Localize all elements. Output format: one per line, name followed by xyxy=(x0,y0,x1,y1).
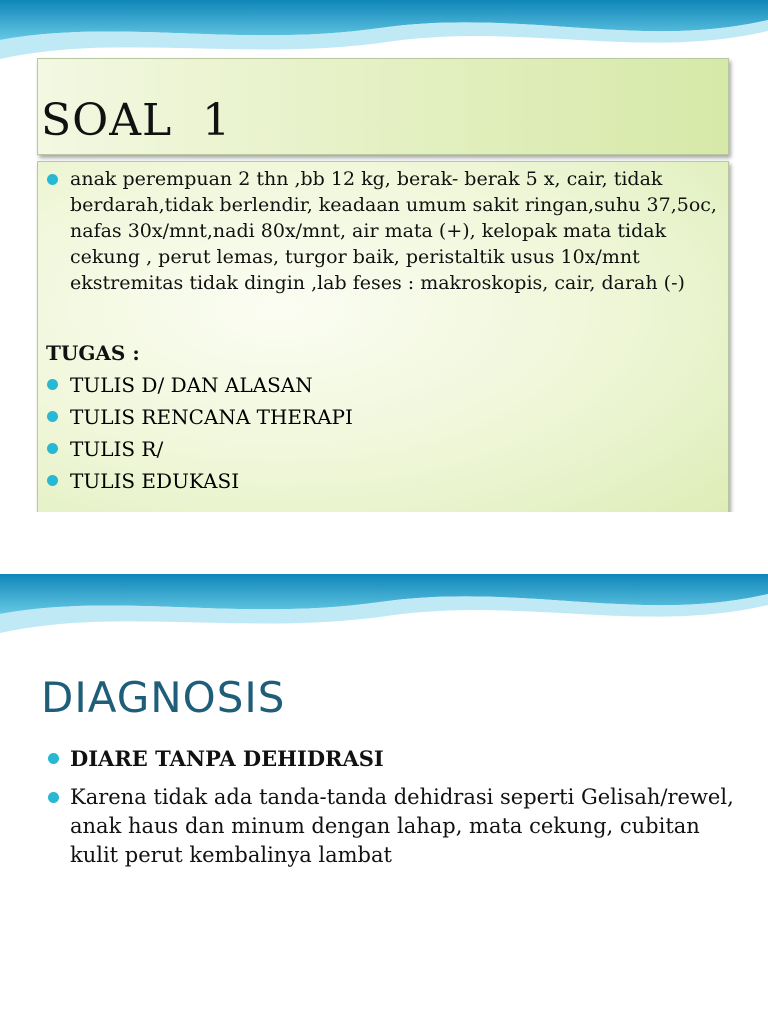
task-item: TULIS D/ DAN ALASAN xyxy=(70,373,313,397)
task-item: TULIS EDUKASI xyxy=(70,469,240,493)
list-item xyxy=(46,166,718,296)
bullet-icon xyxy=(47,379,58,390)
reason-text: Karena tidak ada tanda-tanda dehidrasi seperti Gelisah/rewel, anak haus dan minum dengan lahap, mata cekung, cubitan kulit perut kembalinya lambat xyxy=(70,785,734,867)
slide-title: DIAGNOSIS xyxy=(41,673,286,722)
tasks-list xyxy=(46,372,718,494)
content-box xyxy=(37,161,729,512)
case-list xyxy=(46,166,718,300)
tasks-heading: TUGAS : xyxy=(46,341,140,365)
bullet-icon xyxy=(48,753,59,764)
slide-title: SOAL 1 xyxy=(41,95,232,146)
slide-2 xyxy=(0,512,768,1024)
list-item xyxy=(47,783,737,870)
bullet-icon xyxy=(47,475,58,486)
task-item: TULIS R/ xyxy=(70,437,164,461)
list-item xyxy=(46,436,718,462)
task-item: TULIS RENCANA THERAPI xyxy=(70,405,353,429)
list-item xyxy=(46,468,718,494)
bullet-icon xyxy=(48,792,59,803)
bullet-icon xyxy=(47,443,58,454)
diagnosis-text: DIARE TANPA DEHIDRASI xyxy=(70,746,384,771)
case-description: anak perempuan 2 thn ,bb 12 kg, berak- berak 5 x, cair, tidak berdarah,tidak berlendir, keadaan umum sakit ringan,suhu 37,5oc, nafas 30x/mnt,nadi 80x/mnt, air mata (+), kelopak mata tidak cekung , perut lemas, turgor baik, peristaltik usus 10x/mnt ekstremitas tidak dingin ,lab feses : makroskopis, cair, darah (-) xyxy=(70,168,717,294)
title-box xyxy=(37,58,729,155)
wave-decoration-top xyxy=(0,574,768,654)
list-item xyxy=(46,404,718,430)
diagnosis-list xyxy=(47,744,737,876)
list-item xyxy=(47,744,737,773)
list-item xyxy=(46,372,718,398)
bullet-icon xyxy=(47,174,58,185)
bullet-icon xyxy=(47,411,58,422)
